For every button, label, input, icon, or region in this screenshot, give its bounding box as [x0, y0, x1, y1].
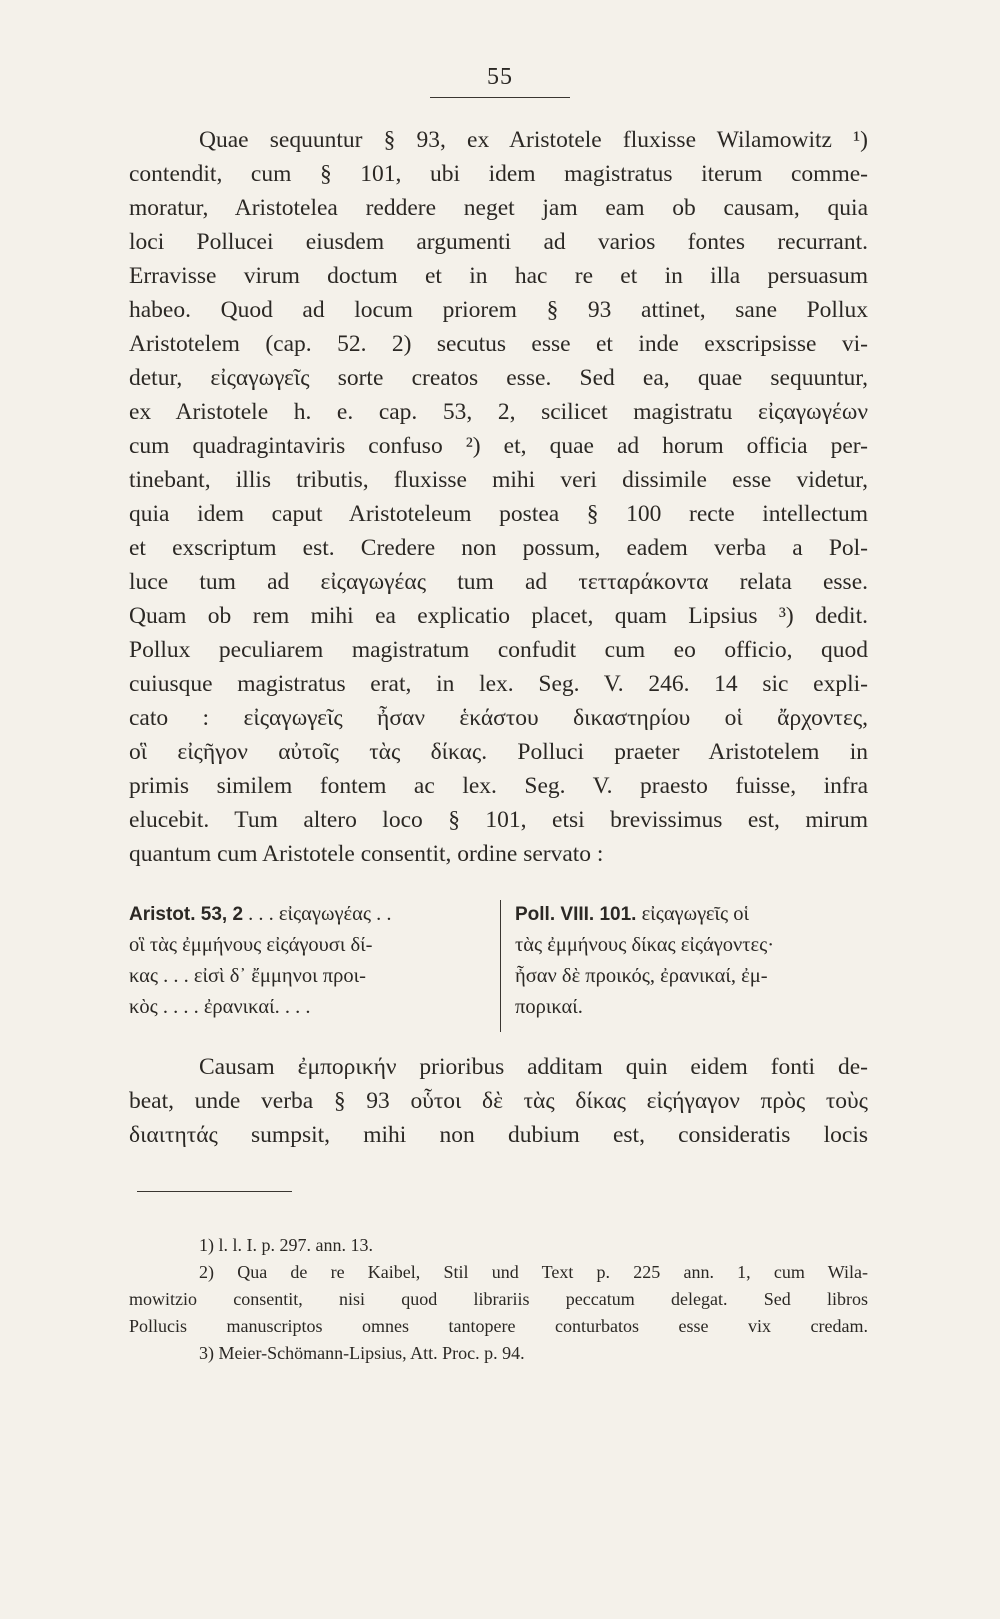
text-line: loci Pollucei eiusdem argumenti ad varios fontes recurrant.: [129, 229, 868, 255]
footnote: 1) l. l. I. p. 297. ann. 13.: [199, 1235, 373, 1255]
footnote: 3) Meier-Schömann-Lipsius, Att. Proc. p. 94.: [199, 1343, 525, 1363]
header-rule: [430, 97, 570, 98]
comparison-right-label: Poll. VIII. 101.: [515, 904, 637, 925]
text-line: ex Aristotele h. e. cap. 53, 2, scilicet magistratu εἰςαγωγέων: [129, 399, 868, 425]
text-line: beat, unde verba § 93 οὗτοι δὲ τὰς δίκας εἰςήγαγον πρὸς τοὺς: [129, 1088, 868, 1114]
text-line: quantum cum Aristotele consentit, ordine servato :: [129, 841, 604, 867]
comparison-left-text: . . . εἰςαγωγέας . .: [243, 903, 392, 925]
footnote-rule: [137, 1191, 292, 1192]
comparison-right-line: ἦσαν δὲ προικός, ἐρανικαί, ἐμ-: [515, 965, 768, 987]
comparison-left-line: κὸς . . . . ἐρανικαί. . . .: [129, 996, 311, 1018]
text-line: primis similem fontem ac lex. Seg. V. praesto fuisse, infra: [129, 773, 868, 799]
comparison-right-line: [515, 899, 875, 930]
footnote: Pollucis manuscriptos omnes tantopere conturbatos esse vix credam.: [129, 1316, 868, 1336]
footnote: 2) Qua de re Kaibel, Stil und Text p. 225 ann. 1, cum Wila-: [199, 1262, 868, 1282]
footnote: mowitzio consentit, nisi quod librariis peccatum delegat. Sed libros: [129, 1289, 868, 1309]
comparison-right-line: πορικαί.: [515, 996, 583, 1018]
comparison-right-line: τὰς ἐμμήνους δίκας εἰςάγοντες·: [515, 934, 775, 956]
text-line: Pollux peculiarem magistratum confudit cum eo officio, quod: [129, 637, 868, 663]
text-line: tinebant, illis tributis, fluxisse mihi veri dissimile esse videtur,: [129, 467, 868, 493]
text-line: Quam ob rem mihi ea explicatio placet, quam Lipsius ³) dedit.: [129, 603, 868, 629]
text-line: Causam ἐμπορικήν prioribus additam quin eidem fonti de-: [199, 1054, 868, 1080]
text-line: detur, εἰςαγωγεῖς sorte creatos esse. Sed ea, quae sequuntur,: [129, 365, 868, 391]
text-line: οἳ εἰςῆγον αὐτοῖς τὰς δίκας. Polluci praeter Aristotelem in: [129, 739, 868, 765]
text-line: quia idem caput Aristoteleum postea § 100 recte intellectum: [129, 501, 868, 527]
text-line: elucebit. Tum altero loco § 101, etsi brevissimus est, mirum: [129, 807, 868, 833]
page-number: 55: [487, 64, 513, 90]
text-line: et exscriptum est. Credere non possum, eadem verba a Pol-: [129, 535, 868, 561]
text-line: Erravisse virum doctum et in hac re et in illa persuasum: [129, 263, 868, 289]
text-line: διαιτητάς sumpsit, mihi non dubium est, consideratis locis: [129, 1122, 868, 1148]
text-line: cato : εἰςαγωγεῖς ἦσαν ἑκάστου δικαστηρίου οἱ ἄρχοντες,: [129, 705, 868, 731]
text-line: Quae sequuntur § 93, ex Aristotele fluxisse Wilamowitz ¹): [199, 127, 868, 153]
text-line: cum quadragintaviris confuso ²) et, quae ad horum officia per-: [129, 433, 868, 459]
text-line: luce tum ad εἰςαγωγέας tum ad τετταράκοντα relata esse.: [129, 569, 868, 595]
comparison-divider: [500, 900, 501, 1032]
text-line: Aristotelem (cap. 52. 2) secutus esse et inde exscripsisse vi-: [129, 331, 868, 357]
text-line: moratur, Aristotelea reddere neget jam eam ob causam, quia: [129, 195, 868, 221]
text-line: cuiusque magistratus erat, in lex. Seg. V. 246. 14 sic expli-: [129, 671, 868, 697]
comparison-left-line: [129, 899, 489, 930]
comparison-left-line: οἳ τὰς ἐμμήνους εἰςάγουσι δί-: [129, 934, 373, 956]
comparison-left-label: Aristot. 53, 2: [129, 904, 244, 925]
comparison-left-line: κας . . . εἰσὶ δ᾽ ἔμμηνοι προι-: [129, 965, 366, 987]
text-line: contendit, cum § 101, ubi idem magistratus iterum comme-: [129, 161, 868, 187]
text-line: habeo. Quod ad locum priorem § 93 attinet, sane Pollux: [129, 297, 868, 323]
comparison-right-text: εἰςαγωγεῖς οἱ: [636, 903, 749, 925]
